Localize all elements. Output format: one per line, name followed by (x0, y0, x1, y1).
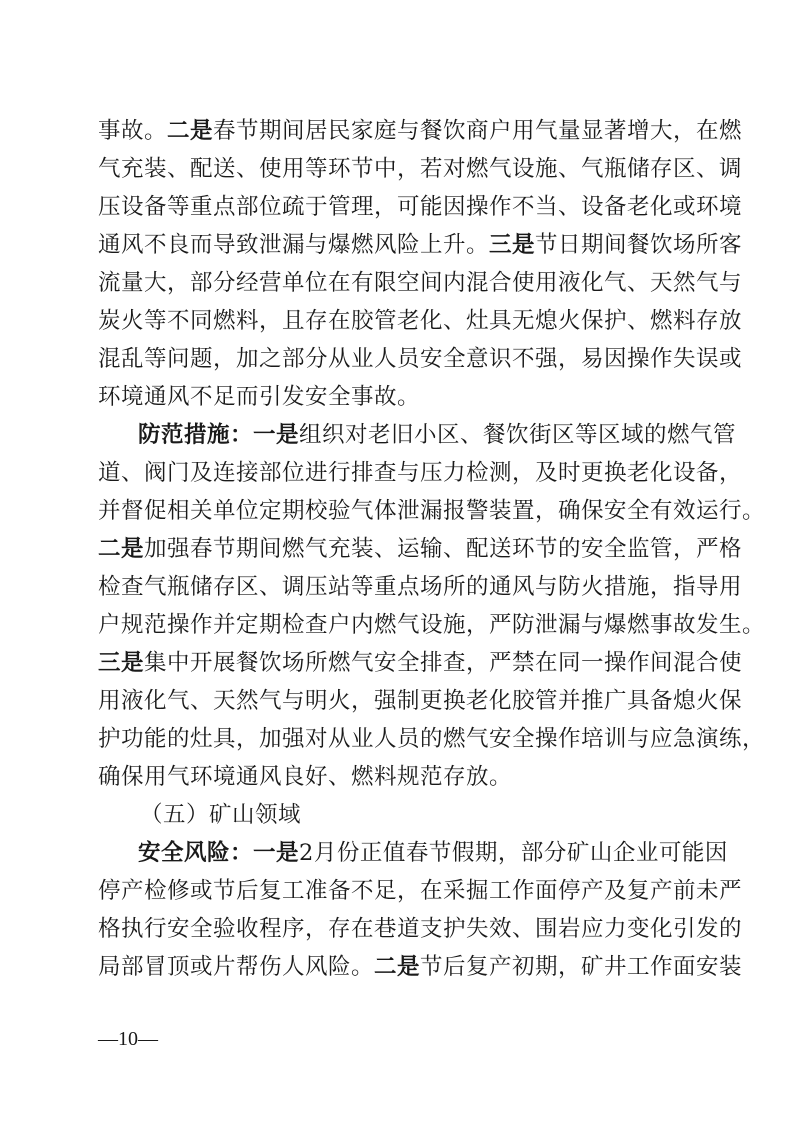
text-line: 户规范操作并定期检查户内燃气设施，严防泄漏与爆燃事故发生。 (98, 612, 766, 638)
text-line: 事故。二是春节期间居民家庭与餐饮商户用气量显著增大，在燃 (98, 118, 743, 144)
paragraph-heading-line: 防范措施：一是组织对老旧小区、餐饮街区等区域的燃气管 (138, 422, 737, 448)
text-line: 气充装、配送、使用等环节中，若对燃气设施、气瓶储存区、调 (98, 156, 743, 182)
text-line: 三是集中开展餐饮场所燃气安全排查，严禁在同一操作间混合使 (98, 650, 743, 676)
text-line: 压设备等重点部位疏于管理，可能因操作不当、设备老化或环境 (98, 194, 743, 220)
text-line: 格执行安全验收程序，存在巷道支护失效、围岩应力变化引发的 (98, 916, 743, 942)
page-number: —10— (98, 1028, 158, 1050)
text-line: 局部冒顶或片帮伤人风险。二是节后复产初期，矿井工作面安装 (98, 954, 743, 980)
text-line: 流量大，部分经营单位在有限空间内混合使用液化气、天然气与 (98, 270, 743, 296)
text-line: 通风不良而导致泄漏与爆燃风险上升。三是节日期间餐饮场所客 (98, 232, 743, 258)
text-line: 混乱等问题，加之部分从业人员安全意识不强，易因操作失误或 (98, 346, 743, 372)
text-line: 二是加强春节期间燃气充装、运输、配送环节的安全监管，严格 (98, 536, 743, 562)
text-line: 确保用气环境通风良好、燃料规范存放。 (98, 764, 513, 790)
text-line: 护功能的灶具，加强对从业人员的燃气安全操作培训与应急演练， (98, 726, 766, 752)
text-line: 道、阀门及连接部位进行排查与压力检测，及时更换老化设备， (98, 460, 743, 486)
text-line: 并督促相关单位定期校验气体泄漏报警装置，确保安全有效运行。 (98, 498, 766, 524)
section-heading: （五）矿山领域 (140, 802, 302, 828)
text-line: 炭火等不同燃料，且存在胶管老化、灶具无熄火保护、燃料存放 (98, 308, 743, 334)
text-line: 检查气瓶储存区、调压站等重点场所的通风与防火措施，指导用 (98, 574, 743, 600)
text-line: 用液化气、天然气与明火，强制更换老化胶管并推广具备熄火保 (98, 688, 743, 714)
text-line: 停产检修或节后复工准备不足，在采掘工作面停产及复产前未严 (98, 878, 743, 904)
paragraph-heading-line: 安全风险：一是2月份正值春节假期，部分矿山企业可能因 (138, 840, 728, 866)
text-line: 环境通风不足而引发安全事故。 (98, 384, 421, 410)
